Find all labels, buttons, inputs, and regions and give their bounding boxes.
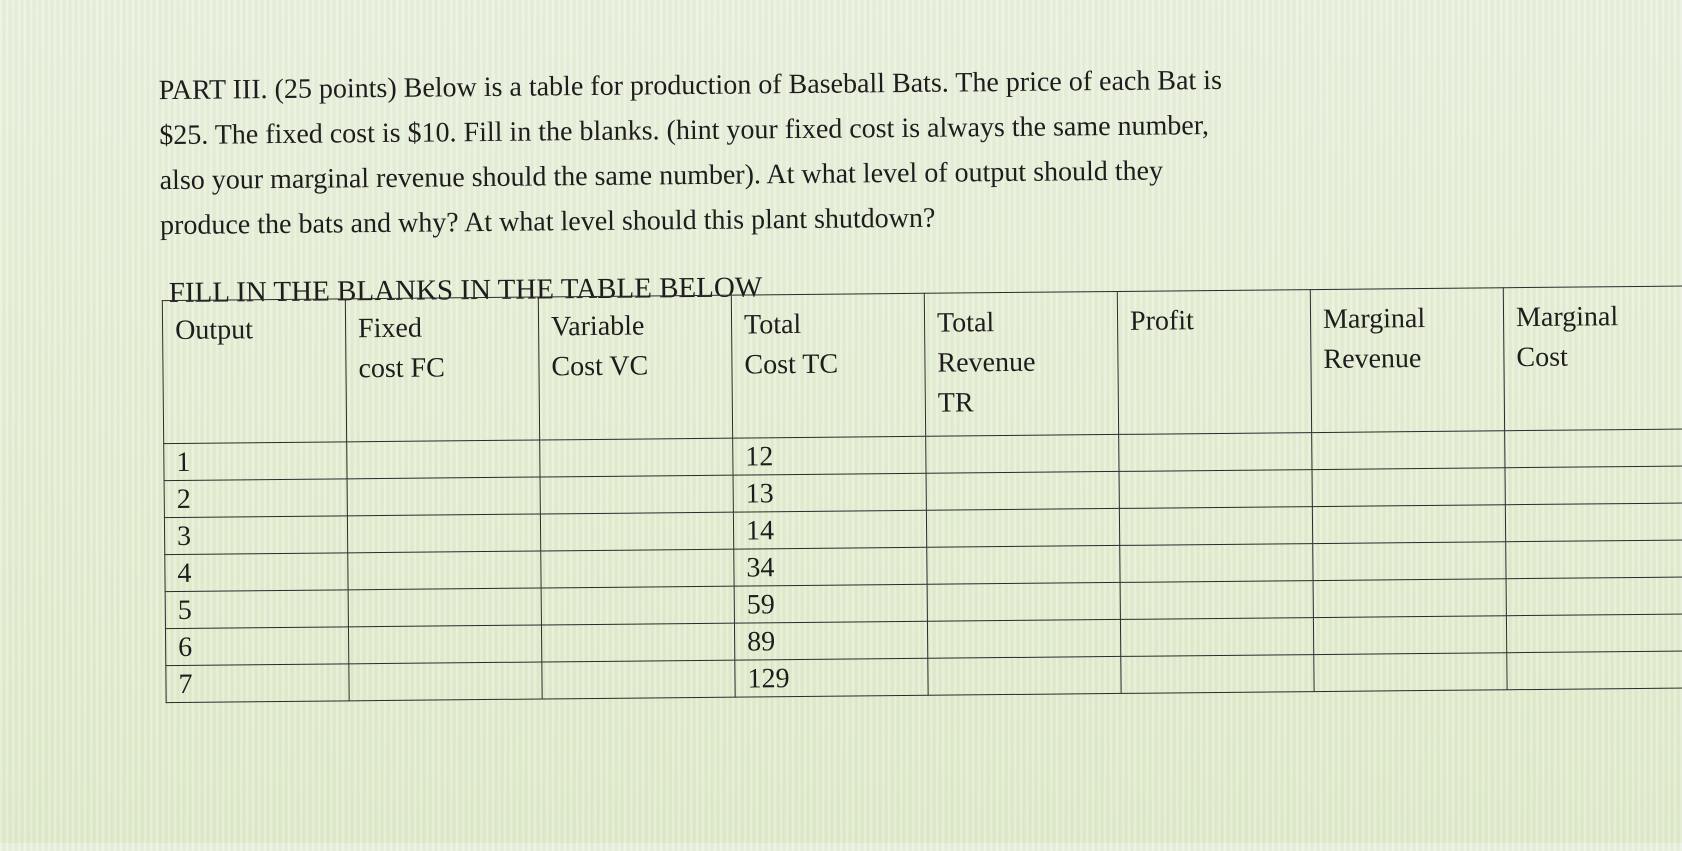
cell-marginal-revenue <box>1314 653 1507 692</box>
cell-output: 6 <box>165 627 348 666</box>
cell-total-revenue <box>926 434 1119 473</box>
cell-variable-cost <box>541 623 734 662</box>
header-variable-cost: Variable Cost VC <box>538 295 732 440</box>
cell-fixed-cost <box>348 625 541 664</box>
cell-marginal-cost <box>1506 577 1682 616</box>
cell-output: 1 <box>164 442 347 481</box>
cell-variable-cost <box>541 549 734 588</box>
cell-marginal-revenue <box>1313 579 1506 618</box>
cell-total-revenue <box>926 471 1119 510</box>
cell-fixed-cost <box>348 551 541 590</box>
cell-total-cost: 129 <box>735 658 928 697</box>
cell-total-cost: 34 <box>734 547 927 586</box>
cell-marginal-cost <box>1505 466 1682 505</box>
problem-statement: PART III. (25 points) Below is a table for production of Baseball Bats. The price of each Bat is $25. The fixed cost is $10. Fill in the blanks. (hint your fixed cost is always the same number, also your marginal revenue should the same number). At what level of output should they produce the bats and why? At what level should this plant shutdown? <box>158 64 1223 242</box>
cell-variable-cost <box>540 438 733 477</box>
cell-total-cost: 14 <box>733 510 926 549</box>
cell-marginal-revenue <box>1313 542 1506 581</box>
cell-profit <box>1119 433 1312 472</box>
header-profit: Profit <box>1117 290 1311 435</box>
cell-marginal-revenue <box>1312 505 1505 544</box>
cell-output: 5 <box>165 590 348 629</box>
header-marginal-revenue: Marginal Revenue <box>1310 288 1504 433</box>
cell-profit <box>1120 618 1313 657</box>
cell-marginal-cost <box>1507 651 1682 690</box>
cell-profit <box>1120 581 1313 620</box>
cell-marginal-revenue <box>1312 468 1505 507</box>
cell-fixed-cost <box>347 440 540 479</box>
cell-marginal-revenue <box>1312 431 1505 470</box>
cell-profit <box>1119 470 1312 509</box>
cell-fixed-cost <box>348 588 541 627</box>
cell-total-cost: 13 <box>733 473 926 512</box>
header-fixed-cost: Fixed cost FC <box>345 297 539 442</box>
cell-marginal-cost <box>1506 614 1682 653</box>
table-title: FILL IN THE BLANKS IN THE TABLE BELOW <box>168 271 763 310</box>
header-total-revenue: Total Revenue TR <box>924 291 1118 436</box>
cell-total-cost: 12 <box>733 436 926 475</box>
cell-marginal-revenue <box>1313 616 1506 655</box>
cost-revenue-table <box>162 285 1682 703</box>
cell-total-cost: 89 <box>734 621 927 660</box>
table-header <box>162 286 1682 444</box>
header-row <box>162 286 1682 444</box>
cell-output: 3 <box>164 516 347 555</box>
cell-profit <box>1121 655 1314 694</box>
table-body <box>164 429 1682 703</box>
cell-profit <box>1120 544 1313 583</box>
cell-fixed-cost <box>347 514 540 553</box>
cell-variable-cost <box>541 586 734 625</box>
cell-variable-cost <box>542 660 735 699</box>
cell-variable-cost <box>540 475 733 514</box>
cell-total-revenue <box>928 656 1121 695</box>
cell-marginal-cost <box>1505 503 1682 542</box>
cell-fixed-cost <box>349 662 542 701</box>
header-marginal-cost: Marginal Cost <box>1503 286 1682 431</box>
cell-profit <box>1119 507 1312 546</box>
header-total-cost: Total Cost TC <box>731 293 925 438</box>
cell-marginal-cost <box>1505 429 1682 468</box>
cell-fixed-cost <box>347 477 540 516</box>
cell-total-revenue <box>926 508 1119 547</box>
header-output: Output <box>162 299 346 444</box>
cell-output: 2 <box>164 479 347 518</box>
cell-marginal-cost <box>1506 540 1682 579</box>
cell-total-revenue <box>927 582 1120 621</box>
cell-total-revenue <box>927 619 1120 658</box>
cell-total-revenue <box>927 545 1120 584</box>
cell-output: 4 <box>165 553 348 592</box>
cell-total-cost: 59 <box>734 584 927 623</box>
cell-variable-cost <box>540 512 733 551</box>
cell-output: 7 <box>166 664 349 703</box>
